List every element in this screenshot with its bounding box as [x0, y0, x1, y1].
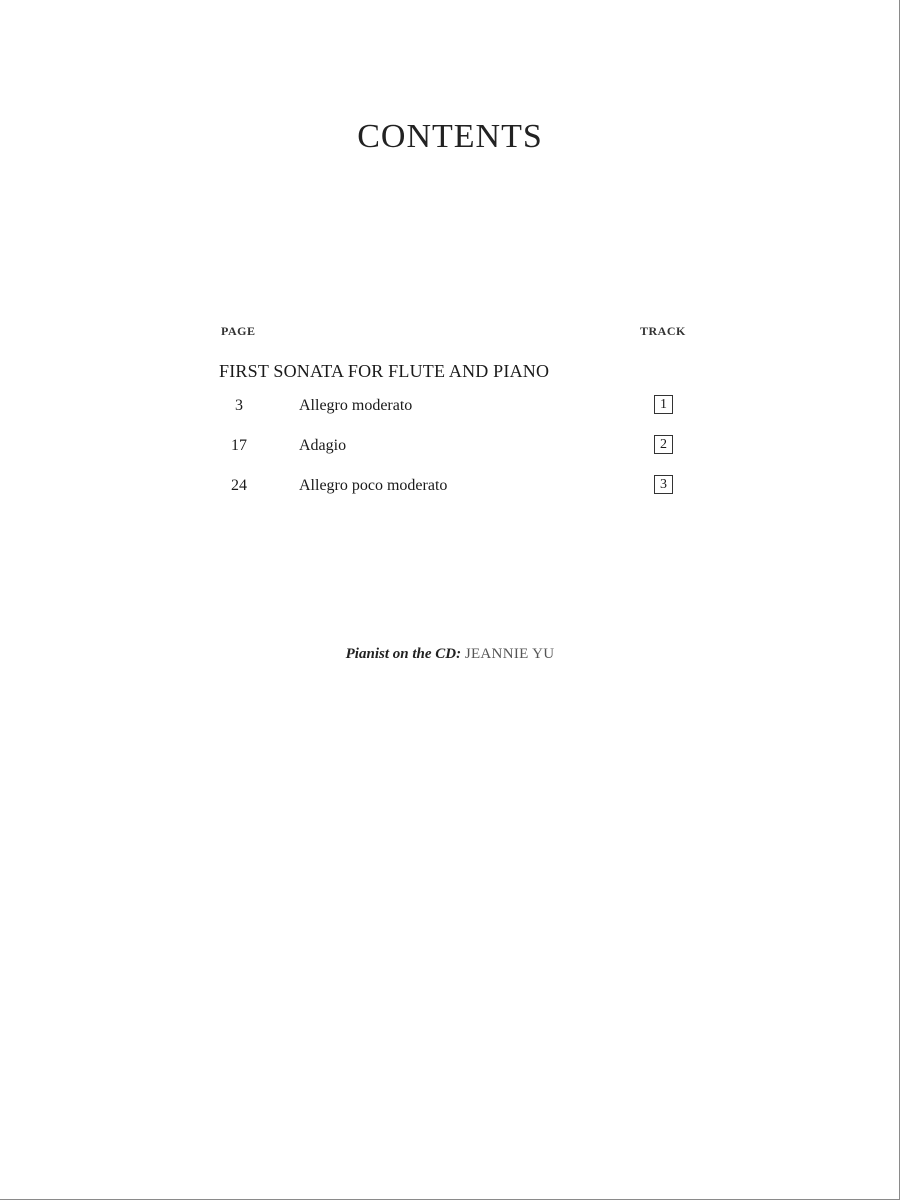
movement-title: Allegro moderato [299, 397, 413, 414]
work-title: FIRST SONATA FOR FLUTE AND PIANO [219, 361, 550, 381]
movement-list [0, 393, 900, 513]
movement-title: Adagio [299, 437, 347, 454]
movement-title: Allegro poco moderato [299, 477, 448, 494]
column-header-page: PAGE [221, 324, 256, 338]
credit-name: JEANNIE YU [464, 646, 555, 662]
track-number-box: 1 [654, 395, 673, 414]
track-number-box: 2 [654, 435, 673, 454]
page-title: CONTENTS [357, 118, 543, 155]
movement-row [0, 393, 900, 433]
credit-label: Pianist on the CD: [345, 646, 462, 662]
column-header-track: TRACK [640, 324, 686, 338]
movement-row [0, 473, 900, 513]
movement-page-number: 3 [235, 397, 243, 414]
movement-page-number: 17 [231, 437, 247, 454]
movement-row [0, 433, 900, 473]
performer-credit [0, 646, 900, 663]
track-number-box: 3 [654, 475, 673, 494]
movement-page-number: 24 [231, 477, 247, 494]
